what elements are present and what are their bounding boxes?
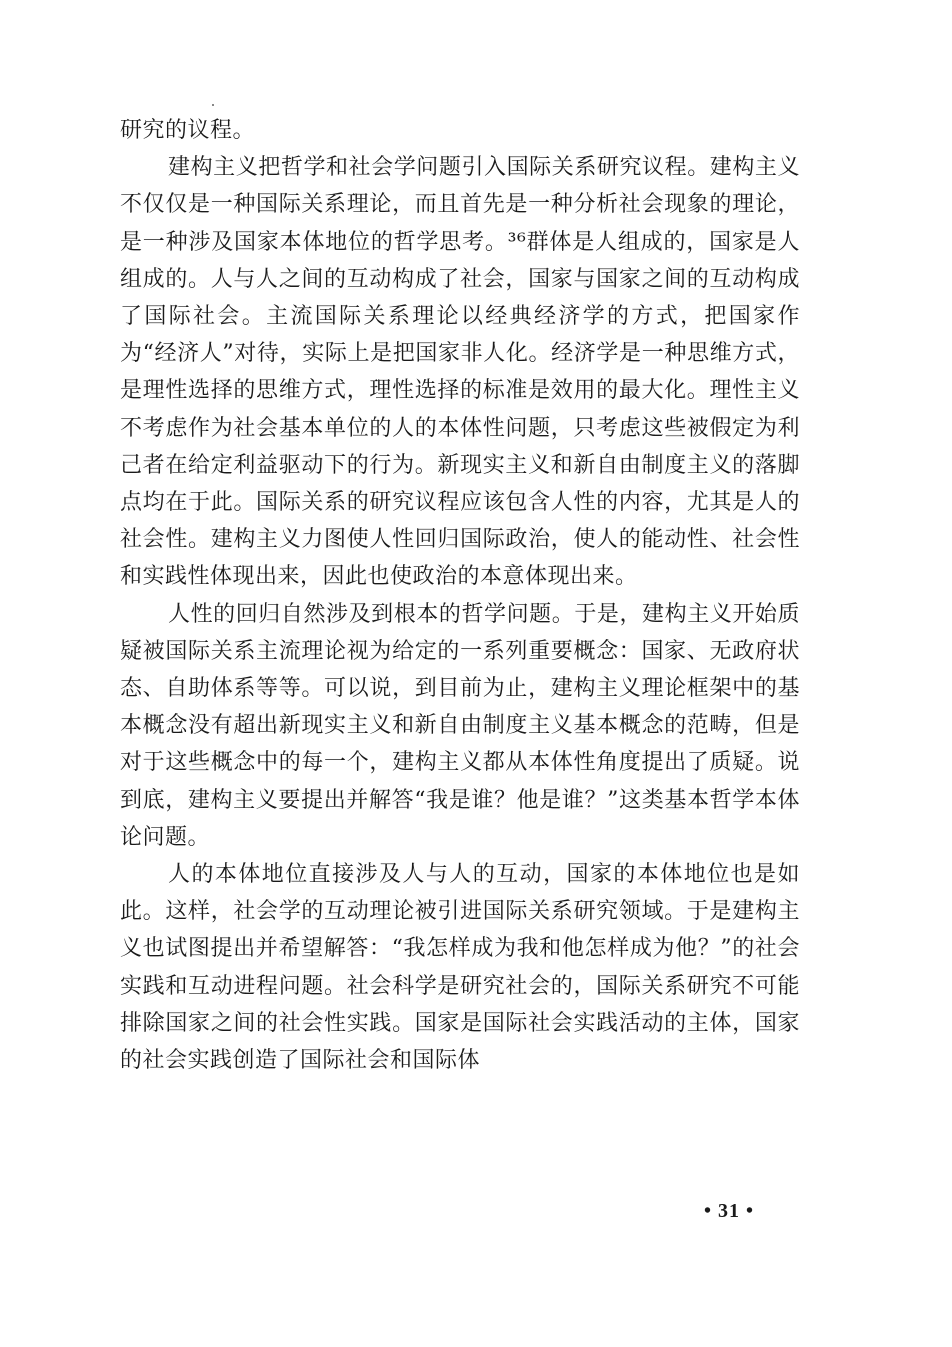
- page-number: • 31 •: [704, 1200, 755, 1222]
- paragraph: 建构主义把哲学和社会学问题引入国际关系研究议程。建构主义不仅仅是一种国际关系理论，而且首先是一种分析社会现象的理论，是一种涉及国家本体地位的哲学思考。³⁶群体是人组成的，国家是人组成的。人与人之间的互动构成了社会，国家与国家之间的互动构成了国际社会。主流国际关系理论以经典经济学的方式，把国家作为“经济人”对待，实际上是把国家非人化。经济学是一种思维方式，是理性选择的思维方式，理性选择的标准是效用的最大化。理性主义不考虑作为社会基本单位的人的本体性问题，只考虑这些被假定为利己者在给定利益驱动下的行为。新现实主义和新自由制度主义的落脚点均在于此。国际关系的研究议程应该包含人性的内容，尤其是人的社会性。建构主义力图使人性回归国际政治，使人的能动性、社会性和实践性体现出来，因此也使政治的本意体现出来。: [120, 155, 800, 590]
- scan-speck: [212, 104, 214, 106]
- paragraph: 人的本体地位直接涉及人与人的互动，国家的本体地位也是如此。这样，社会学的互动理论被引进国际关系研究领域。于是建构主义也试图提出并希望解答：“我怎样成为我和他怎样成为他？”的社会实践和互动进程问题。社会科学是研究社会的，国际关系研究不可能排除国家之间的社会性实践。国家是国际社会实践活动的主体，国家的社会实践创造了国际社会和国际体: [120, 862, 800, 1074]
- paragraph-continuation: 研究的议程。: [120, 118, 256, 143]
- paragraph: 人性的回归自然涉及到根本的哲学问题。于是，建构主义开始质疑被国际关系主流理论视为给定的一系列重要概念：国家、无政府状态、自助体系等等。可以说，到目前为止，建构主义理论框架中的基本概念没有超出新现实主义和新自由制度主义基本概念的范畴，但是对于这些概念中的每一个，建构主义都从本体性角度提出了质疑。说到底，建构主义要提出并解答“我是谁？他是谁？”这类基本哲学本体论问题。: [120, 601, 800, 850]
- page-body: [120, 112, 800, 1079]
